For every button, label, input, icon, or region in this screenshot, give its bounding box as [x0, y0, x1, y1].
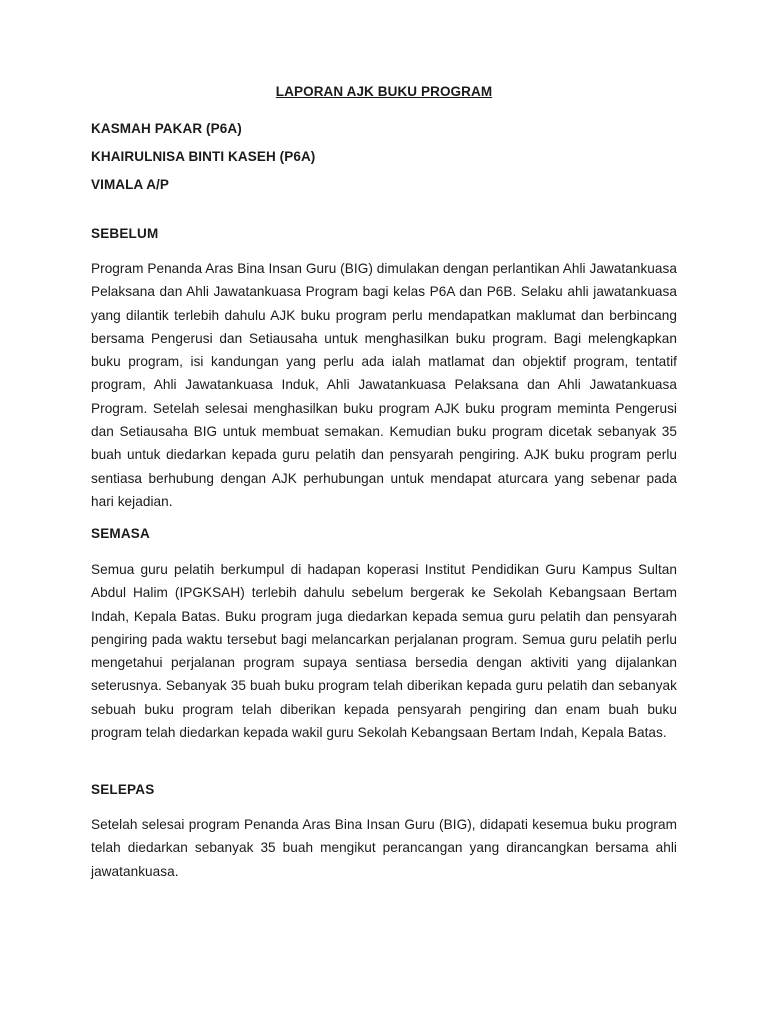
- author-1: KASMAH PAKAR (P6A): [91, 121, 242, 136]
- section-body-semasa: Semua guru pelatih berkumpul di hadapan koperasi Institut Pendidikan Guru Kampus Sultan Abdul Halim (IPGKSAH) terlebih dahulu sebelum bergerak ke Sekolah Kebangsaan Bertam Indah, Kepala Batas. Buku program juga diedarkan kepada semua guru pelatih dan pensyarah pengiring pada waktu tersebut bagi melancarkan perjalanan program. Semua guru pelatih perlu mengetahui perjalanan program supaya sentiasa bersedia dengan aktiviti yang dijalankan seterusnya. Sebanyak 35 buah buku program telah diberikan kepada guru pelatih dan sebanyak sebuah buku program telah diberikan kepada pensyarah pengiring dan enam buah buku program telah diedarkan kepada wakil guru Sekolah Kebangsaan Bertam Indah, Kepala Batas.: [91, 562, 677, 741]
- document-title: LAPORAN AJK BUKU PROGRAM: [275, 84, 493, 99]
- section-body-selepas: Setelah selesai program Penanda Aras Bina Insan Guru (BIG), didapati kesemua buku program telah diedarkan sebanyak 35 buah mengikut perancangan yang dirancangkan bersama ahli jawatankuasa.: [91, 817, 677, 879]
- author-2: KHAIRULNISA BINTI KASEH (P6A): [91, 149, 316, 164]
- author-3: VIMALA A/P: [91, 177, 169, 192]
- section-body-sebelum: Program Penanda Aras Bina Insan Guru (BIG) dimulakan dengan perlantikan Ahli Jawatankuasa Pelaksana dan Ahli Jawatankuasa Program bagi kelas P6A dan P6B. Selaku ahli jawatankuasa yang dilantik terlebih dahulu AJK buku program perlu mendapatkan maklumat dan berbincang bersama Pengerusi dan Setiausaha untuk menghasilkan buku program. Bagi melengkapkan buku program, isi kandungan yang perlu ada ialah matlamat dan objektif program, tentatif program, Ahli Jawatankuasa Induk, Ahli Jawatankuasa Pelaksana dan Ahli Jawatankuasa Program. Setelah selesai menghasilkan buku program AJK buku program meminta Pengerusi dan Setiausaha BIG untuk membuat semakan. Kemudian buku program dicetak sebanyak 35 buah untuk diedarkan kepada guru pelatih dan pensyarah pengiring. AJK buku program perlu sentiasa berhubung dengan AJK perhubungan untuk mendapat aturcara yang sebenar pada hari kejadian.: [91, 261, 677, 509]
- section-heading-selepas: SELEPAS: [91, 782, 155, 797]
- section-heading-sebelum: SEBELUM: [91, 226, 159, 241]
- section-heading-semasa: SEMASA: [91, 526, 150, 541]
